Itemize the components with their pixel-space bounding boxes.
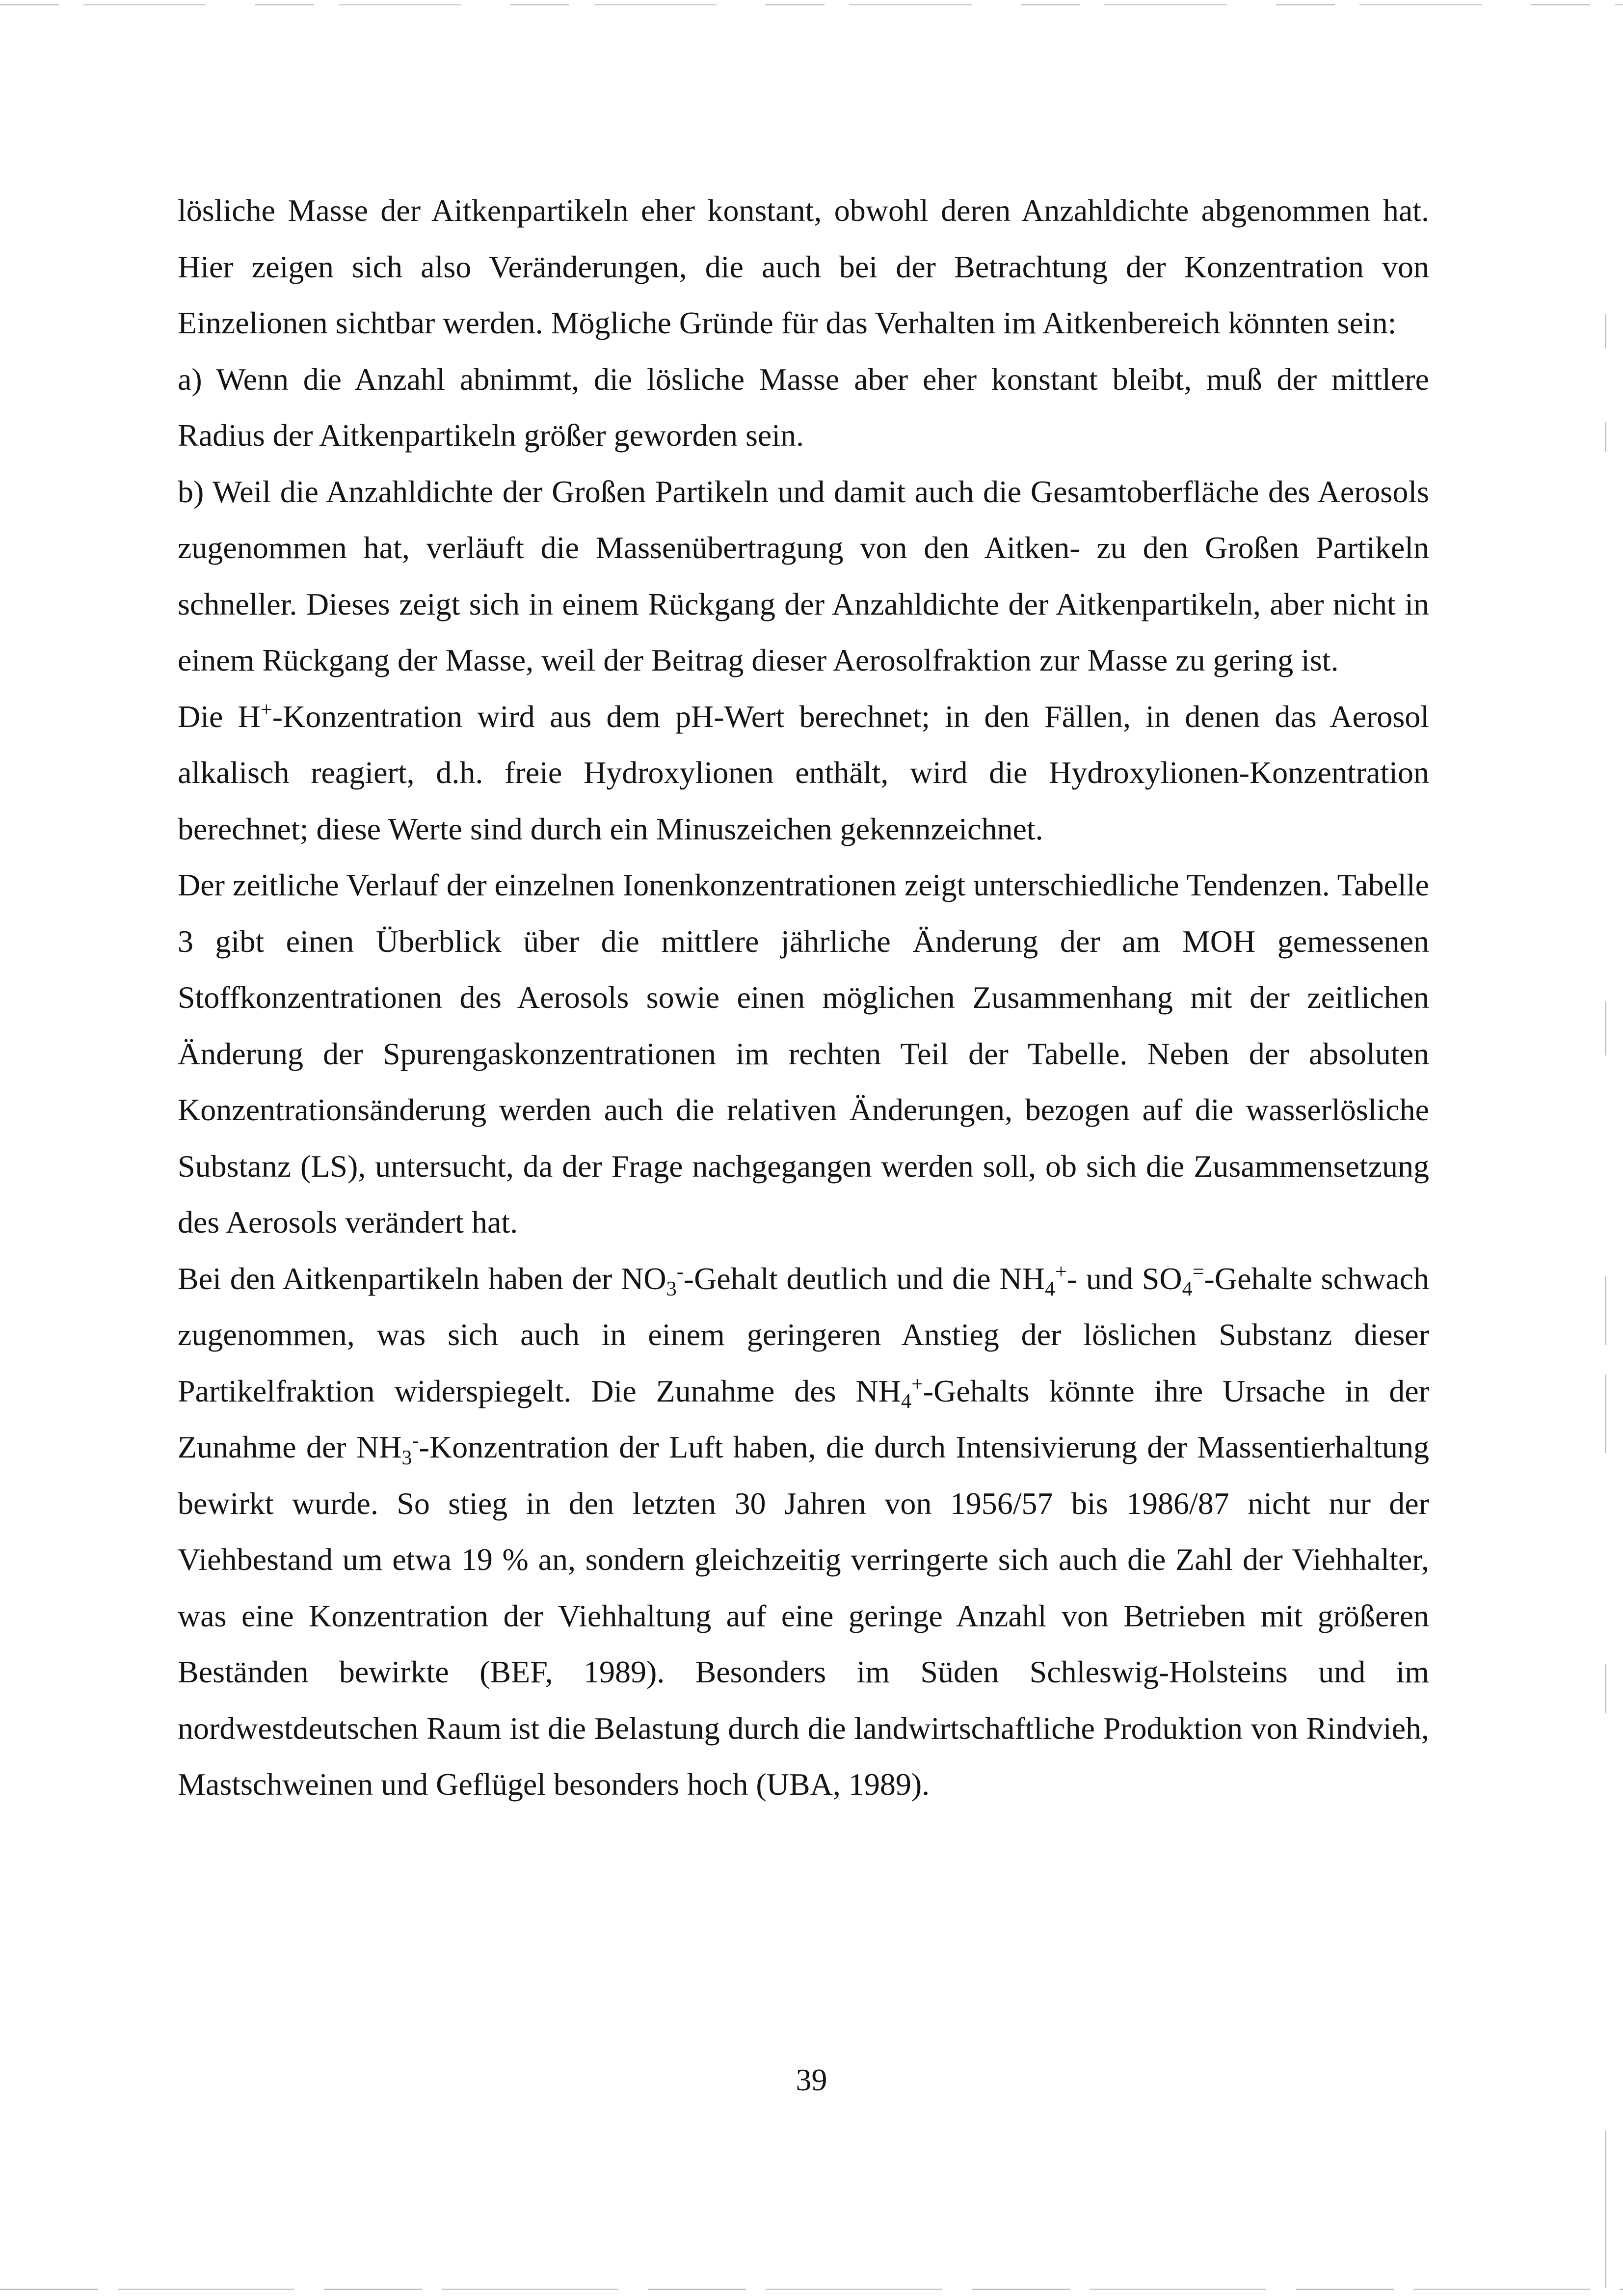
scan-edge-right-mark	[1605, 422, 1606, 452]
paragraph: Bei den Aitkenpartikeln haben der $NO_3^-$-Gehalt deutlich und die $NH_4^+-$ und $SO_4^=$-Gehalte schwach zugenommen, was sich auch in einem geringeren Anstieg der löslichen Substanz dieser Partikelfraktion widerspiegelt. Die Zunahme des $NH_4^+$-Gehalts könnte ihre Ursache in der Zunahme der $NH_3^-$-Konzentration der Luft haben, die durch Intensivierung der Massentierhaltung bewirkt wurde. So stieg in den letzten 30 Jahren von 1956/57 bis 1986/87 nicht nur der Viehbestand um etwa 19 % an, sondern gleichzeitig verringerte sich auch die Zahl der Viehhalter, was eine Konzentration der Viehhaltung auf eine geringe Anzahl von Betrieben mit größeren Beständen bewirkte (BEF, 1989). Besonders im Süden Schleswig-Holsteins und im nordwestdeutschen Raum ist die Belastung durch die landwirtschaftliche Produktion von Rindvieh, Mastschweinen und Geflügel besonders hoch (UBA, 1989).	[178, 1260, 1430, 1802]
scan-edge-right-mark	[1605, 1375, 1606, 1453]
scan-edge-right-mark	[1605, 1001, 1606, 1055]
paragraph: b) Weil die Anzahldichte der Großen Partikeln und damit auch die Gesamtoberfläche des Aerosols zugenommen hat, verläuft die Massenübertragung von den Aitken- zu den Großen Partikeln schneller. Dieses zeigt sich in einem Rückgang der Anzahldichte der Aitkenpartikeln, aber nicht in einem Rückgang der Masse, weil der Beitrag dieser Aerosolfraktion zur Masse zu gering ist.	[178, 474, 1429, 677]
paragraph: Der zeitliche Verlauf der einzelnen Ionenkonzentrationen zeigt unterschiedliche Tendenzen. Tabelle 3 gibt einen Überblick über die mittlere jährliche Änderung der am MOH gemessenen Stoffkonzentrationen des Aerosols sowie einen möglichen Zusammenhang mit der zeitlichen Änderung der Spurengaskonzentrationen im rechten Teil der Tabelle. Neben der absoluten Konzentrationsänderung werden auch die relativen Änderungen, bezogen auf die wasserlösliche Substanz (LS), untersucht, da der Frage nachgegangen werden soll, ob sich die Zusammensetzung des Aerosols verändert hat.	[178, 867, 1429, 1240]
scan-edge-bottom	[0, 2289, 1623, 2290]
page-number: 39	[796, 2062, 827, 2097]
scan-edge-right-mark	[1605, 1276, 1606, 1345]
paragraph: a) Wenn die Anzahl abnimmt, die lösliche Masse aber eher konstant bleibt, muß der mittlere Radius der Aitkenpartikeln größer geworden sein.	[178, 361, 1429, 453]
paragraph: lösliche Masse der Aitkenpartikeln eher konstant, obwohl deren Anzahldichte abgenommen hat. Hier zeigen sich also Veränderungen, die auch bei der Betrachtung der Konzentration von Einzelionen sichtbar werden. Mögliche Gründe für das Verhalten im Aitkenbereich könnten sein:	[178, 193, 1429, 340]
scan-edge-right-mark	[1605, 314, 1606, 349]
scan-edge-right-mark	[1605, 2131, 1606, 2288]
body-text	[178, 183, 1429, 1813]
scan-edge-top	[0, 4, 1623, 5]
scan-edge-right-mark	[1605, 1664, 1606, 1713]
paragraph: Die H+-Konzentration wird aus dem pH-Wert berechnet; in den Fällen, in denen das Aerosol alkalisch reagiert, d.h. freie Hydroxylionen enthält, wird die Hydroxylionen-Konzentration berechnet; diese Werte sind durch ein Minuszeichen gekennzeichnet.	[178, 698, 1430, 846]
